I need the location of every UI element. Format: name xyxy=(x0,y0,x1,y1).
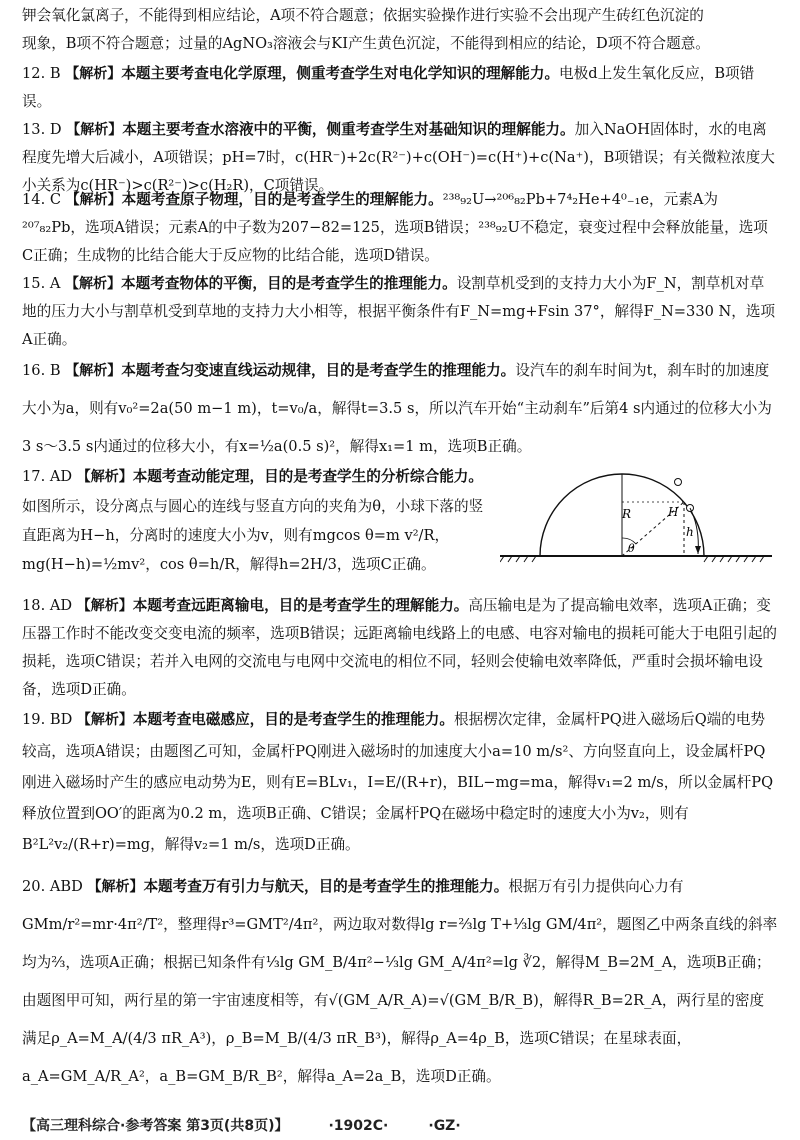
item-number: 17. AD xyxy=(22,468,73,485)
item-lead: 本题考查原子物理，目的是考查学生的理解能力。 xyxy=(121,191,443,208)
analysis-tag: 【解析】 xyxy=(65,276,122,292)
page-footer xyxy=(22,1112,778,1140)
item-number: 19. BD xyxy=(22,711,73,728)
item-body: 如图所示，设分离点与圆心的连线与竖直方向的夹角为θ，小球下落的竖直距离为H−h，分离时的速度大小为v，则有mgcos θ=m v²/R，mg(H−h)=½mv²，cos θ=h/R，解得h=2H/3，选项C正确。 xyxy=(22,498,484,573)
semicircle-figure xyxy=(500,468,780,588)
item-number: 12. B xyxy=(22,65,61,82)
item-body: 电极d上发生氧化反应，B项错误。 xyxy=(22,65,755,110)
item-body: ²³⁸₉₂U→²⁰⁶₈₂Pb+7⁴₂He+4⁰₋₁e，元素A为²⁰⁷₈₂Pb，选项A错误；元素A的中子数为207−82=125，选项B错误；²³⁸₉₂U不稳定，衰变过程中会释放能量，选项C正确；生成物的比结合能大于反应物的比结合能，选项D错误。 xyxy=(22,191,768,264)
item-lead: 本题考查物体的平衡，目的是考查学生的推理能力。 xyxy=(121,275,457,292)
footer-title: 【高三理科综合·参考答案 第3页(共8页)】 xyxy=(22,1118,289,1134)
item-lead: 本题主要考查电化学原理，侧重考查学生对电化学知识的理解能力。 xyxy=(121,65,560,82)
item-number: 13. D xyxy=(22,121,62,138)
answer-item-12 xyxy=(22,60,778,116)
analysis-tag: 【解析】 xyxy=(76,598,133,614)
answer-item-17 xyxy=(22,462,492,579)
label-H: H xyxy=(668,505,679,519)
item-body: 设汽车的刹车时间为t，刹车时的加速度大小为a，则有v₀²=2a(50 m−1 m)，t=v₀/a，解得t=3.5 s，所以汽车开始“主动刹车”后第4 s内通过的位移大小为3 s～3.5 s内通过的位移大小，有x=½a(0.5 s)²，解得x₁=1 m，选项B正确。 xyxy=(22,362,772,455)
answer-item-20 xyxy=(22,868,778,1096)
label-R: R xyxy=(622,507,632,521)
analysis-tag: 【解析】 xyxy=(65,192,122,208)
carryover-line-2: 现象，B项不符合题意；过量的AgNO₃溶液会与KI产生黄色沉淀，不能得到相应的结论，D项不符合题意。 xyxy=(22,35,710,52)
item-number: 16. B xyxy=(22,362,61,379)
item-lead: 本题考查匀变速直线运动规律，目的是考查学生的推理能力。 xyxy=(121,362,516,379)
answer-item-15 xyxy=(22,270,778,354)
item-body: 高压输电是为了提高输电效率，选项A正确；变压器工作时不能改变交变电流的频率，选项B错误；远距离输电线路上的电感、电容对输电的损耗可能大于电阻引起的损耗，选项C错误；若并入电网的交流电与电网中交流电的相位不同，轻则会使输电效率降低，严重时会损坏输电设备，选项D正确。 xyxy=(22,597,778,698)
answer-item-14 xyxy=(22,186,778,270)
item-lead: 本题考查动能定理，目的是考查学生的分析综合能力。 xyxy=(132,468,483,485)
carryover-paragraph xyxy=(22,2,778,58)
carryover-line-1: 钾会氧化氯离子，不能得到相应结论，A项不符合题意；依据实验操作进行实验不会出现产生砖红色沉淀的 xyxy=(22,7,704,24)
footer-code: ·1902C· xyxy=(328,1118,389,1134)
item-lead: 本题考查电磁感应，目的是考查学生的推理能力。 xyxy=(132,711,454,728)
item-body: 根据万有引力提供向心力有GMm/r²=mr·4π²/T²，整理得r³=GMT²/4π²，两边取对数得lg r=⅔lg T+⅓lg GM/4π²，题图乙中两条直线的斜率均为⅔，选项A正确；根据已知条件有⅓lg GM_B/4π²−⅓lg GM_A/4π²=lg ∛2，解得M_B=2M_A，选项B正确；由题图甲可知，两行星的第一宇宙速度相等，有√(GM_A/R_A)=√(GM_B/R_B)，解得R_B=2R_A，两行星的密度满足ρ_A=M_A/(4/3 πR_A³)，ρ_B=M_B/(4/3 πR_B³)，解得ρ_A=4ρ_B，选项C错误；在星球表面，a_A=GM_A/R_A²，a_B=GM_B/R_B²，解得a_A=2a_B，选项D正确。 xyxy=(22,878,778,1085)
item-lead: 本题主要考查水溶液中的平衡，侧重考查学生对基础知识的理解能力。 xyxy=(122,121,575,138)
answer-item-19 xyxy=(22,704,778,860)
footer-region: ·GZ· xyxy=(428,1118,461,1134)
analysis-tag: 【解析】 xyxy=(76,469,133,485)
item-lead: 本题考查远距离输电，目的是考查学生的理解能力。 xyxy=(132,597,469,614)
label-h: h xyxy=(686,525,694,539)
analysis-tag: 【解析】 xyxy=(76,712,133,728)
label-theta: θ xyxy=(628,542,635,555)
answer-item-16 xyxy=(22,352,778,466)
analysis-tag: 【解析】 xyxy=(66,122,123,138)
analysis-tag: 【解析】 xyxy=(87,879,144,895)
item-lead: 本题考查万有引力与航天，目的是考查学生的推理能力。 xyxy=(143,878,509,895)
answer-item-18 xyxy=(22,592,778,704)
item-body: 加入NaOH固体时，水的电离程度先增大后减小，A项错误；pH=7时，c(HR⁻)+2c(R²⁻)+c(OH⁻)=c(H⁺)+c(Na⁺)，B项错误；有关微粒浓度大小关系为c(HR⁻)>c(R²⁻)>c(H₂R)，C项错误。 xyxy=(22,121,775,194)
item-number: 18. AD xyxy=(22,597,73,614)
item-number: 15. A xyxy=(22,275,61,292)
item-number: 14. C xyxy=(22,191,62,208)
analysis-tag: 【解析】 xyxy=(65,363,122,379)
item-body: 设割草机受到的支持力大小为F_N，割草机对草地的压力大小与割草机受到草地的支持力大小相等，根据平衡条件有F_N=mg+Fsin 37°，解得F_N=330 N，选项A正确。 xyxy=(22,275,776,348)
item-number: 20. ABD xyxy=(22,878,83,895)
analysis-tag: 【解析】 xyxy=(65,66,122,82)
item-body: 根据楞次定律，金属杆PQ进入磁场后Q端的电势较高，选项A错误；由题图乙可知，金属杆PQ刚进入磁场时的加速度大小a=10 m/s²、方向竖直向上，设金属杆PQ刚进入磁场时产生的感应电动势为E，则有E=BLv₁，I=E/(R+r)，BIL−mg=ma，解得v₁=2 m/s，所以金属杆PQ释放位置到OO′的距离为0.2 m，选项B正确、C错误；金属杆PQ在磁场中稳定时的速度大小为v₂，则有B²L²v₂/(R+r)=mg，解得v₂=1 m/s，选项D正确。 xyxy=(22,711,774,853)
